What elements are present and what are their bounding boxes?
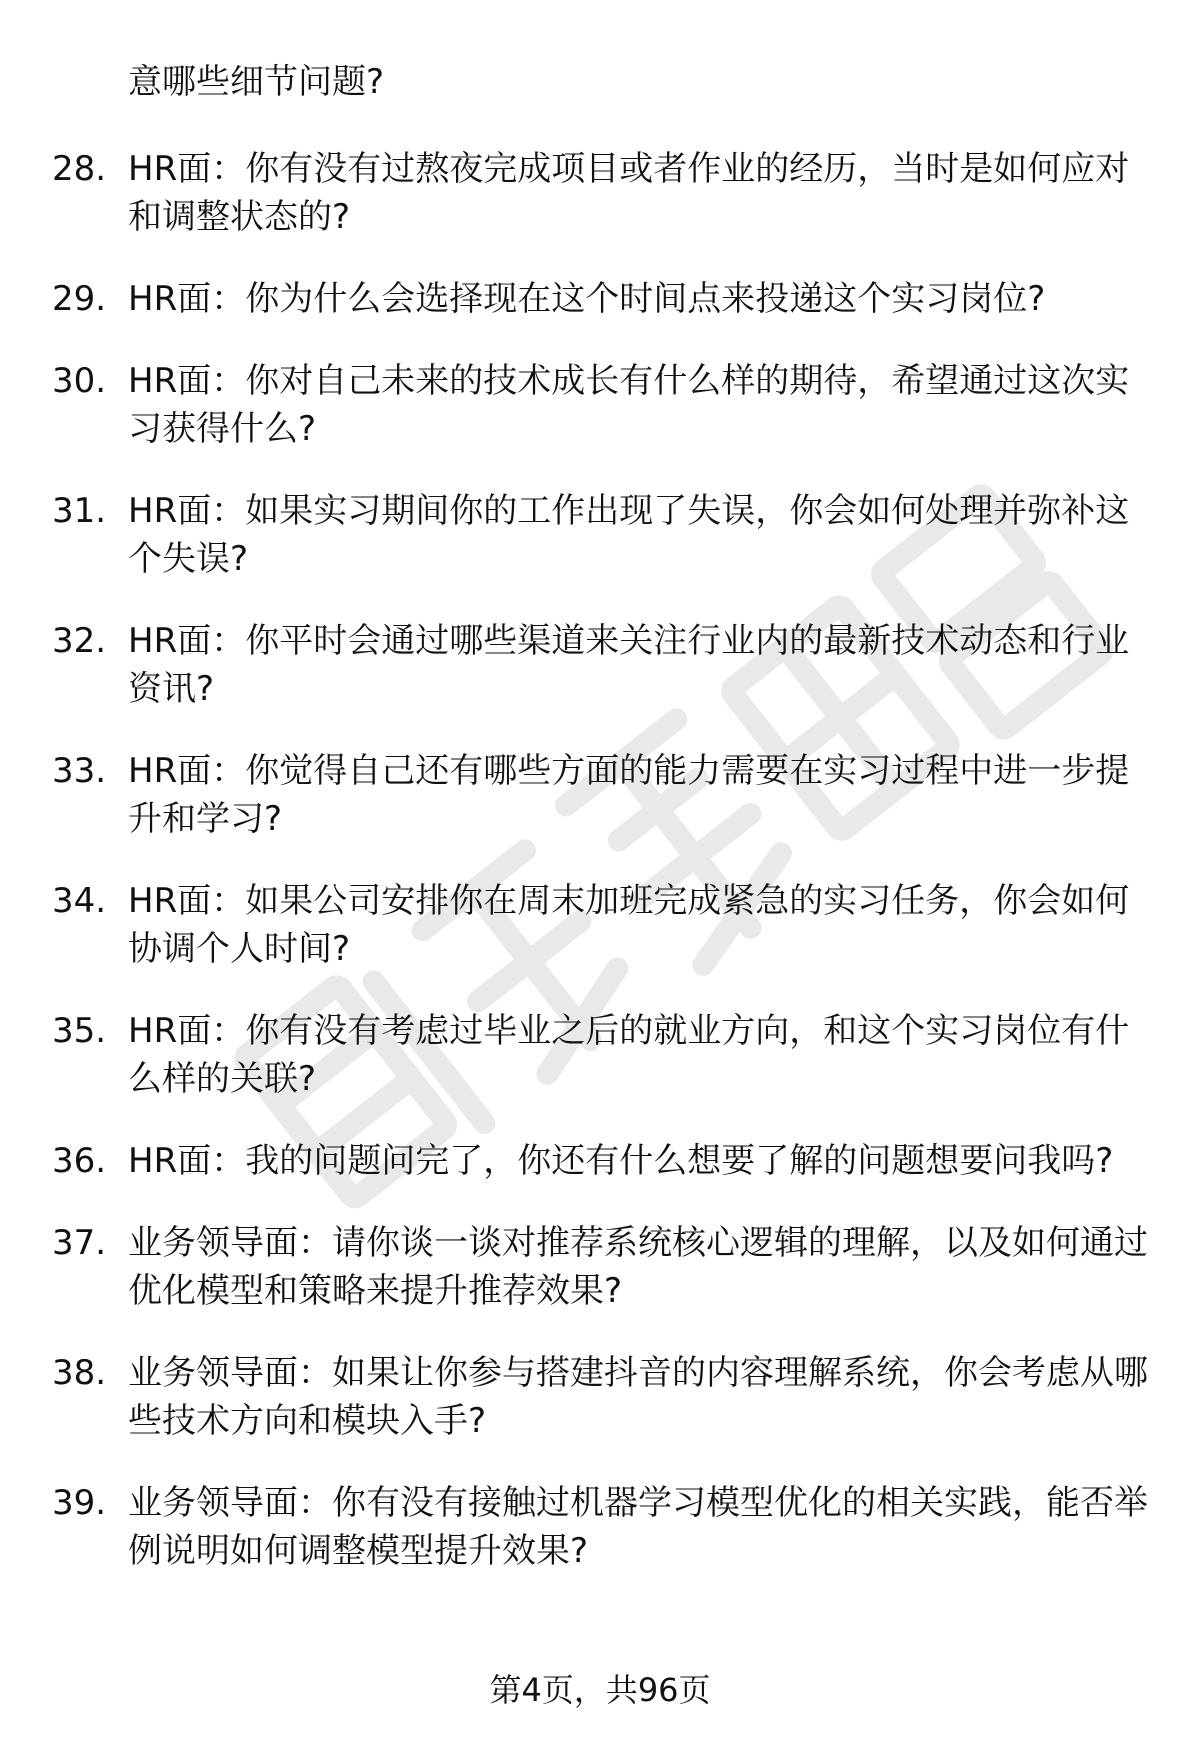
list-item xyxy=(0,1349,1200,1445)
list-item xyxy=(0,1007,1200,1103)
question-text: HR面：你平时会通过哪些渠道来关注行业内的最新技术动态和行业资讯? xyxy=(128,621,1130,709)
page-number-footer: 第4页，共96页 xyxy=(489,1671,711,1709)
question-text: HR面：如果实习期间你的工作出现了失误，你会如何处理并弥补这个失误? xyxy=(128,491,1130,579)
question-number: 28. xyxy=(52,149,107,189)
question-number: 32. xyxy=(52,621,107,661)
question-number: 36. xyxy=(52,1141,107,1181)
continued-question-text: 意哪些细节问题? xyxy=(128,62,385,102)
list-item xyxy=(0,877,1200,973)
question-text: HR面：你觉得自己还有哪些方面的能力需要在实习过程中进一步提升和学习? xyxy=(128,751,1130,839)
question-number: 39. xyxy=(52,1483,107,1523)
question-text: HR面：你对自己未来的技术成长有什么样的期待，希望通过这次实习获得什么? xyxy=(128,361,1130,449)
list-item xyxy=(0,357,1200,453)
list-item xyxy=(0,1137,1200,1185)
question-number: 37. xyxy=(52,1223,107,1263)
list-item xyxy=(0,487,1200,583)
question-list xyxy=(0,145,1200,1609)
list-item xyxy=(0,747,1200,843)
list-item xyxy=(0,275,1200,323)
question-text: 业务领导面：如果让你参与搭建抖音的内容理解系统，你会考虑从哪些技术方向和模块入手? xyxy=(128,1353,1148,1441)
question-number: 34. xyxy=(52,881,107,921)
question-number: 31. xyxy=(52,491,107,531)
question-text: HR面：如果公司安排你在周末加班完成紧急的实习任务，你会如何协调个人时间? xyxy=(128,881,1130,969)
question-number: 35. xyxy=(52,1011,107,1051)
question-text: 业务领导面：你有没有接触过机器学习模型优化的相关实践，能否举例说明如何调整模型提升效果? xyxy=(128,1483,1148,1571)
list-item xyxy=(0,1219,1200,1315)
question-text: 业务领导面：请你谈一谈对推荐系统核心逻辑的理解，以及如何通过优化模型和策略来提升推荐效果? xyxy=(128,1223,1148,1311)
list-item xyxy=(0,1479,1200,1575)
question-number: 38. xyxy=(52,1353,107,1393)
question-text: HR面：你为什么会选择现在这个时间点来投递这个实习岗位? xyxy=(128,279,1046,319)
question-text: HR面：你有没有过熬夜完成项目或者作业的经历，当时是如何应对和调整状态的? xyxy=(128,149,1130,237)
question-text: HR面：你有没有考虑过毕业之后的就业方向，和这个实习岗位有什么样的关联? xyxy=(128,1011,1130,1099)
question-number: 33. xyxy=(52,751,107,791)
question-number: 30. xyxy=(52,361,107,401)
question-number: 29. xyxy=(52,279,107,319)
list-item xyxy=(0,617,1200,713)
question-text: HR面：我的问题问完了，你还有什么想要了解的问题想要问我吗? xyxy=(128,1141,1114,1181)
list-item xyxy=(0,145,1200,241)
